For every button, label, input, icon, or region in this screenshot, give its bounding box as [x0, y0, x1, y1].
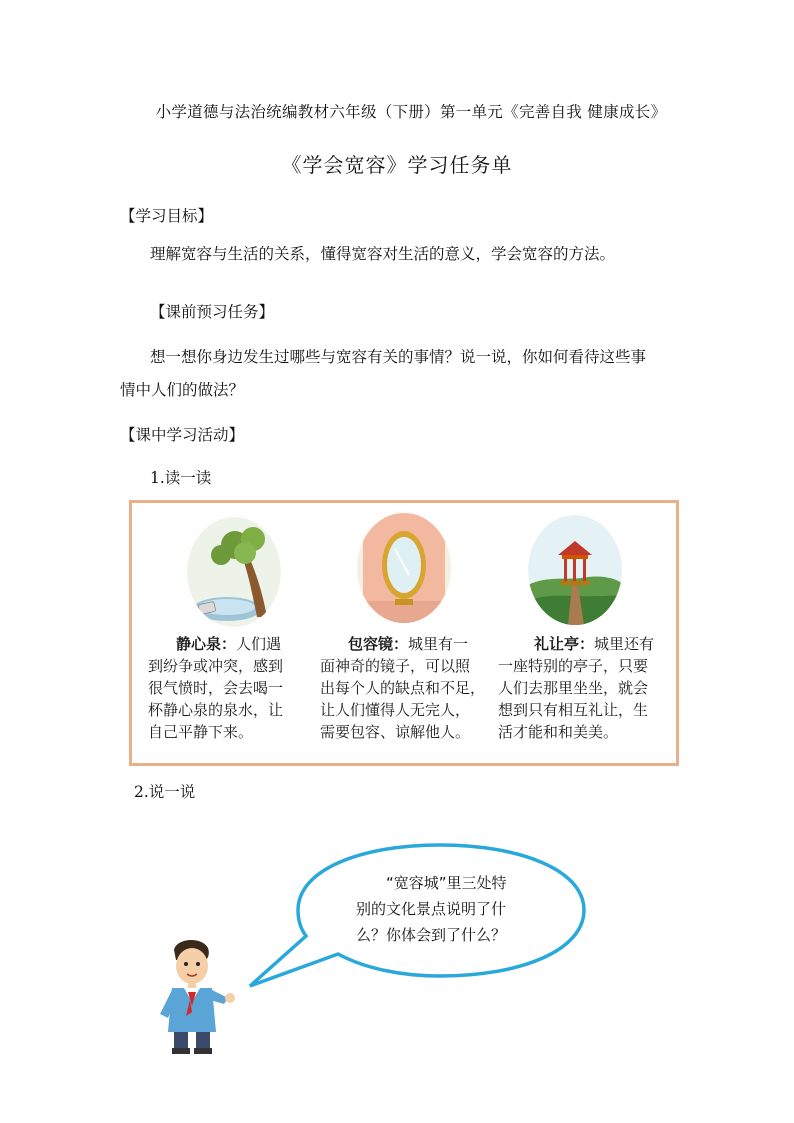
page-title: 《学会宽容》学习任务单 [281, 153, 513, 177]
bubble-text [356, 870, 556, 948]
card-pavilion-name: 礼让亭： [534, 635, 595, 653]
card-pavilion-line: 一座特别的亭子，只要 [498, 657, 649, 675]
card-spring-name: 静心泉： [176, 635, 237, 653]
say-label: 2.说一说 [134, 783, 196, 801]
card-pavilion-line: 城里还有 [594, 635, 655, 653]
bubble-line: 么？你体会到了什么？ [356, 926, 507, 944]
bubble-line: 别的文化景点说明了什 [356, 900, 507, 918]
card-pavilion-line: 想到只有相互礼让，生 [498, 701, 649, 719]
spring-illustration [187, 517, 281, 627]
goal-text: 理解宽容与生活的关系，懂得宽容对生活的意义，学会宽容的方法。 [150, 245, 616, 263]
card-spring-line: 到纷争或冲突，感到 [148, 657, 284, 675]
card-pavilion-line: 活才能和和美美。 [498, 723, 619, 741]
card-mirror-name: 包容镜： [348, 635, 409, 653]
pavilion-illustration [528, 515, 622, 625]
card-spring-line: 杯静心泉的泉水，让 [148, 701, 284, 719]
reading-box [129, 500, 679, 766]
header-line: 小学道德与法治统编教材六年级（下册）第一单元《完善自我 健康成长》 [155, 103, 667, 121]
card-spring [148, 633, 318, 743]
card-mirror-line: 出每个人的缺点和不足， [320, 679, 486, 697]
preview-line-1: 想一想你身边发生过哪些与宽容有关的事情？说一说，你如何看待这些事 [150, 348, 647, 366]
card-spring-line: 很气愤时，会去喝一 [148, 679, 284, 697]
read-label: 1.读一读 [150, 469, 212, 487]
bubble-line: “宽容城”里三处特 [386, 874, 507, 892]
preview-line-2: 情中人们的做法？ [120, 381, 245, 399]
student-illustration [150, 936, 250, 1056]
card-mirror-line: 需要包容、谅解他人。 [320, 723, 471, 741]
card-pavilion [498, 633, 673, 743]
activities-heading: 【课中学习活动】 [120, 426, 245, 444]
preview-heading: 【课前预习任务】 [150, 303, 275, 321]
card-pavilion-line: 人们去那里坐坐，就会 [498, 679, 649, 697]
card-mirror-line: 让人们懂得人无完人， [320, 701, 471, 719]
goal-heading: 【学习目标】 [120, 207, 214, 225]
card-mirror-line: 城里有一 [408, 635, 469, 653]
card-spring-line: 自己平静下来。 [148, 723, 254, 741]
mirror-illustration [357, 513, 451, 623]
card-mirror [320, 633, 495, 743]
card-spring-line: 人们遇 [236, 635, 282, 653]
card-mirror-line: 面神奇的镜子，可以照 [320, 657, 471, 675]
